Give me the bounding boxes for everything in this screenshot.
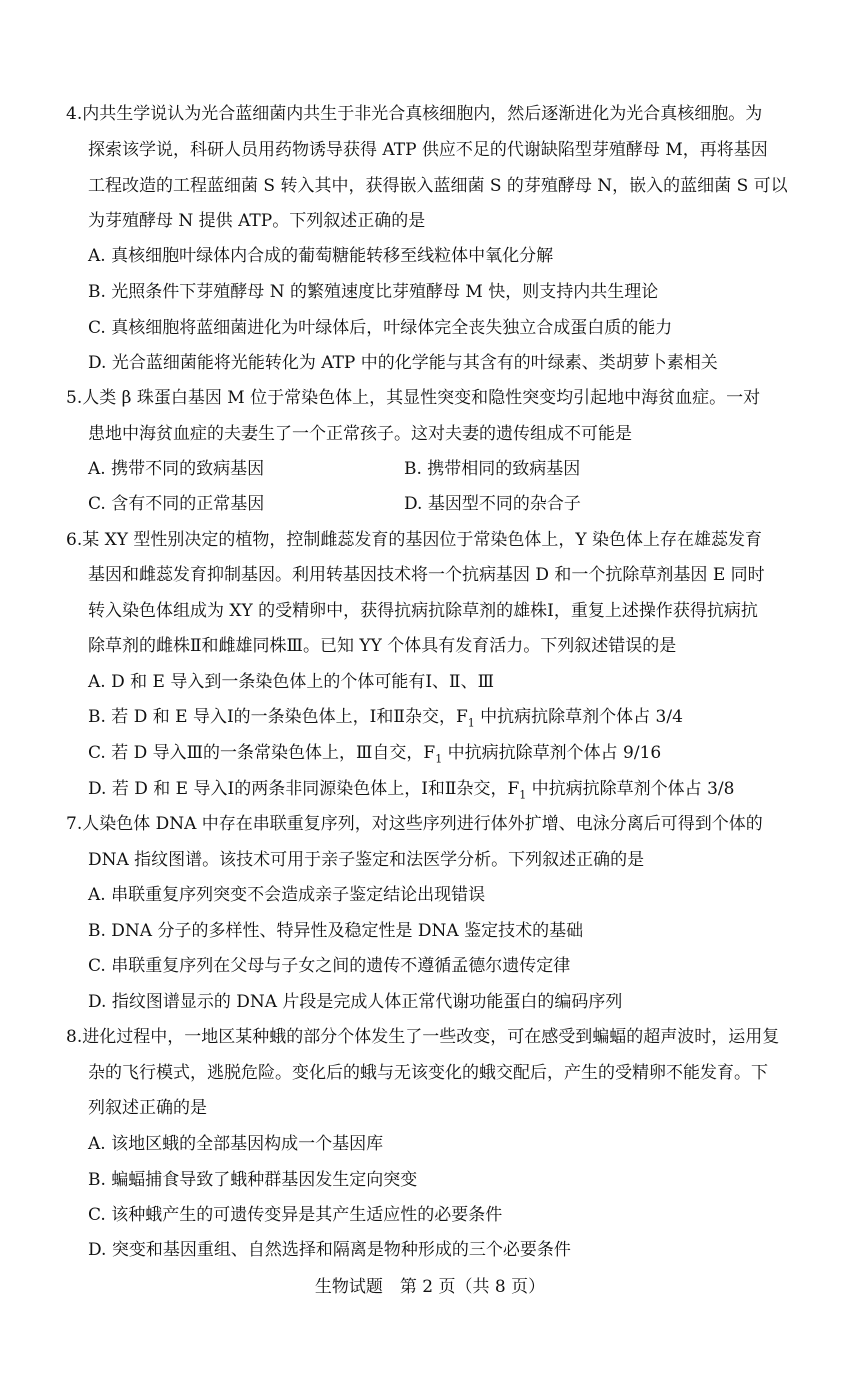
- q8-option-c: C. 该种蛾产生的可遗传变异是其产生适应性的必要条件: [88, 1205, 503, 1225]
- subscript: 1: [467, 716, 475, 730]
- q6-option-c: [88, 743, 661, 769]
- q6-option-c-tail: 中抗病抗除草剂个体占 9/16: [442, 743, 662, 763]
- q6-option-d-text: D. 若 D 和 E 导入Ⅰ的两条非同源染色体上，Ⅰ和Ⅱ杂交，F: [88, 779, 520, 799]
- q4-option-a: A. 真核细胞叶绿体内合成的葡萄糖能转移至线粒体中氧化分解: [88, 246, 554, 266]
- subscript: 1: [519, 788, 527, 802]
- page-footer: 生物试题 第 2 页（共 8 页）: [314, 1277, 546, 1297]
- q6-stem-line-2: 基因和雌蕊发育抑制基因。利用转基因技术将一个抗病基因 D 和一个抗除草剂基因 E 同时: [88, 565, 765, 585]
- q5-stem-line-2: 患地中海贫血症的夫妻生了一个正常孩子。这对夫妻的遗传组成不可能是: [88, 424, 632, 444]
- q4-stem-line-3: 工程改造的工程蓝细菌 S 转入其中，获得嵌入蓝细菌 S 的芽殖酵母 N，嵌入的蓝细菌 S 可以: [88, 176, 788, 196]
- q4-stem-line-2: 探索该学说，科研人员用药物诱导获得 ATP 供应不足的代谢缺陷型芽殖酵母 M，再将基因: [88, 140, 768, 160]
- q5-option-a: A. 携带不同的致病基因: [88, 459, 265, 479]
- q6-option-b: [88, 707, 683, 733]
- subscript: 1: [435, 752, 443, 766]
- q4-option-c: C. 真核细胞将蓝细菌进化为叶绿体后，叶绿体完全丧失独立合成蛋白质的能力: [88, 318, 673, 338]
- q7-option-d: D. 指纹图谱显示的 DNA 片段是完成人体正常代谢功能蛋白的编码序列: [88, 992, 623, 1012]
- q8-option-d: D. 突变和基因重组、自然选择和隔离是物种形成的三个必要条件: [88, 1240, 571, 1260]
- q4-option-d: D. 光合蓝细菌能将光能转化为 ATP 中的化学能与其含有的叶绿素、类胡萝卜素相关: [88, 353, 718, 373]
- q6-stem-line-1: 6.某 XY 型性别决定的植物，控制雌蕊发育的基因位于常染色体上，Y 染色体上存在雄蕊发育: [66, 530, 762, 550]
- q6-option-a: A. D 和 E 导入到一条染色体上的个体可能有Ⅰ、Ⅱ、Ⅲ: [88, 672, 494, 692]
- q4-stem-line-4: 为芽殖酵母 N 提供 ATP。下列叙述正确的是: [88, 211, 426, 231]
- q7-option-c: C. 串联重复序列在父母与子女之间的遗传不遵循孟德尔遗传定律: [88, 956, 571, 976]
- q4-option-b: B. 光照条件下芽殖酵母 N 的繁殖速度比芽殖酵母 M 快，则支持内共生理论: [88, 282, 659, 302]
- q5-stem-line-1: 5.人类 β 珠蛋白基因 M 位于常染色体上，其显性突变和隐性突变均引起地中海贫血症。一对: [66, 388, 761, 408]
- q8-option-b: B. 蝙蝠捕食导致了蛾种群基因发生定向突变: [88, 1170, 418, 1190]
- q7-stem-line-1: 7.人染色体 DNA 中存在串联重复序列，对这些序列进行体外扩增、电泳分离后可得到个体的: [66, 814, 763, 834]
- q5-option-b: B. 携带相同的致病基因: [404, 459, 581, 479]
- q6-option-c-text: C. 若 D 导入Ⅲ的一条常染色体上，Ⅲ自交，F: [88, 743, 436, 763]
- q6-option-b-text: B. 若 D 和 E 导入Ⅰ的一条染色体上，Ⅰ和Ⅱ杂交，F: [88, 707, 468, 727]
- q6-option-d-tail: 中抗病抗除草剂个体占 3/8: [526, 779, 735, 799]
- q7-option-a: A. 串联重复序列突变不会造成亲子鉴定结论出现错误: [88, 885, 486, 905]
- q5-option-c: C. 含有不同的正常基因: [88, 494, 265, 514]
- q7-option-b: B. DNA 分子的多样性、特异性及稳定性是 DNA 鉴定技术的基础: [88, 921, 584, 941]
- q6-stem-line-3: 转入染色体组成为 XY 的受精卵中，获得抗病抗除草剂的雄株Ⅰ，重复上述操作获得抗病抗: [88, 601, 758, 621]
- q6-stem-line-4: 除草剂的雌株Ⅱ和雌雄同株Ⅲ。已知 YY 个体具有发育活力。下列叙述错误的是: [88, 636, 677, 656]
- q7-stem-line-2: DNA 指纹图谱。该技术可用于亲子鉴定和法医学分析。下列叙述正确的是: [88, 850, 645, 870]
- q8-stem-line-2: 杂的飞行模式，逃脱危险。变化后的蛾与无该变化的蛾交配后，产生的受精卵不能发育。下: [88, 1063, 768, 1083]
- q8-stem-line-3: 列叙述正确的是: [88, 1098, 207, 1118]
- q8-stem-line-1: 8.进化过程中，一地区某种蛾的部分个体发生了一些改变，可在感受到蝙蝠的超声波时，运用复: [66, 1027, 780, 1047]
- q8-option-a: A. 该地区蛾的全部基因构成一个基因库: [88, 1134, 384, 1154]
- q6-option-b-tail: 中抗病抗除草剂个体占 3/4: [474, 707, 683, 727]
- q6-option-d: [88, 779, 734, 805]
- q5-option-d: D. 基因型不同的杂合子: [404, 494, 581, 514]
- q4-stem-line-1: 4.内共生学说认为光合蓝细菌内共生于非光合真核细胞内，然后逐渐进化为光合真核细胞。为: [66, 104, 763, 124]
